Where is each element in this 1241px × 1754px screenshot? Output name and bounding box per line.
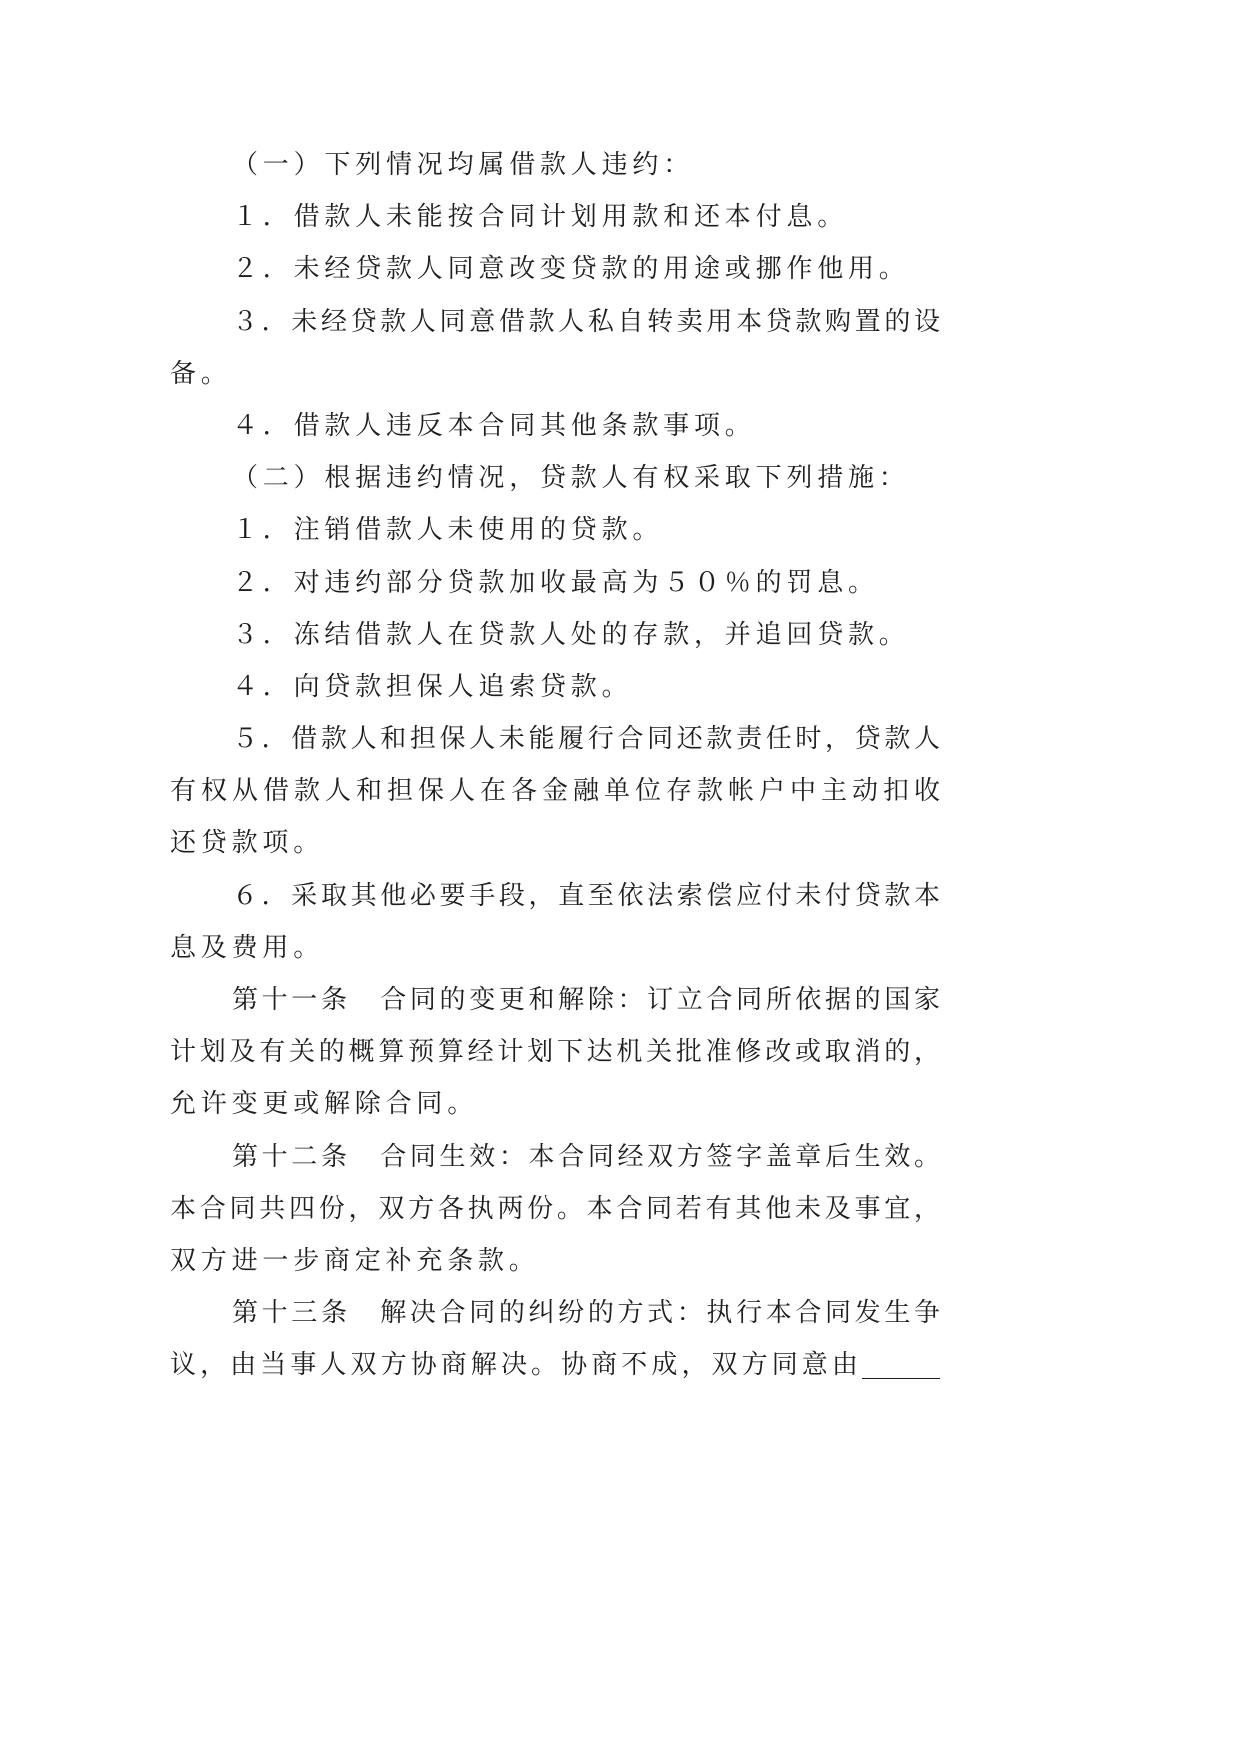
text-line: 本合同共四份，双方各执两份。本合同若有其他未及事宜， [170,1193,940,1224]
text-line: 息及费用。 [170,932,325,963]
text-line: 计划及有关的概算预算经计划下达机关批准修改或取消的， [170,1037,940,1068]
text-line: ４．借款人违反本合同其他条款事项。 [232,410,756,441]
text-line: ４．向贷款担保人追索贷款。 [232,671,633,702]
text-line: 第十二条 合同生效：本合同经双方签字盖章后生效。 [232,1141,940,1172]
text-line: 备。 [170,358,232,389]
text-line: ２．未经贷款人同意改变贷款的用途或挪作他用。 [232,254,910,285]
text-line: ５．借款人和担保人未能履行合同还款责任时，贷款人 [232,724,940,755]
text-line: （二）根据违约情况，贷款人有权采取下列措施： [232,463,910,494]
text-line: ３．未经贷款人同意借款人私自转卖用本贷款购置的设 [232,306,940,337]
text-line: １．借款人未能按合同计划用款和还本付息。 [232,202,849,233]
text-line: 第十一条 合同的变更和解除：订立合同所依据的国家 [232,985,940,1015]
text-line: （一）下列情况均属借款人违约： [232,150,695,180]
text-line: 还贷款项。 [170,828,325,859]
text-line: １．注销借款人未使用的贷款。 [232,515,664,546]
text-line: 第十三条 解决合同的纠纷的方式：执行本合同发生争 [232,1298,940,1329]
contract-text-body [170,139,940,1392]
text-line: ６．采取其他必要手段，直至依法索偿应付未付贷款本 [232,880,940,911]
text-line: ２．对违约部分贷款加收最高为５０％的罚息。 [232,567,879,598]
text-line: 允许变更或解除合同。 [170,1089,479,1120]
text-line: ３．冻结借款人在贷款人处的存款，并追回贷款。 [232,619,910,650]
text-line: 有权从借款人和担保人在各金融单位存款帐户中主动扣收 [170,776,940,807]
text-line: 双方进一步商定补充条款。 [170,1245,540,1276]
text-line: 议，由当事人双方协商解决。协商不成，双方同意由______ [170,1350,940,1381]
